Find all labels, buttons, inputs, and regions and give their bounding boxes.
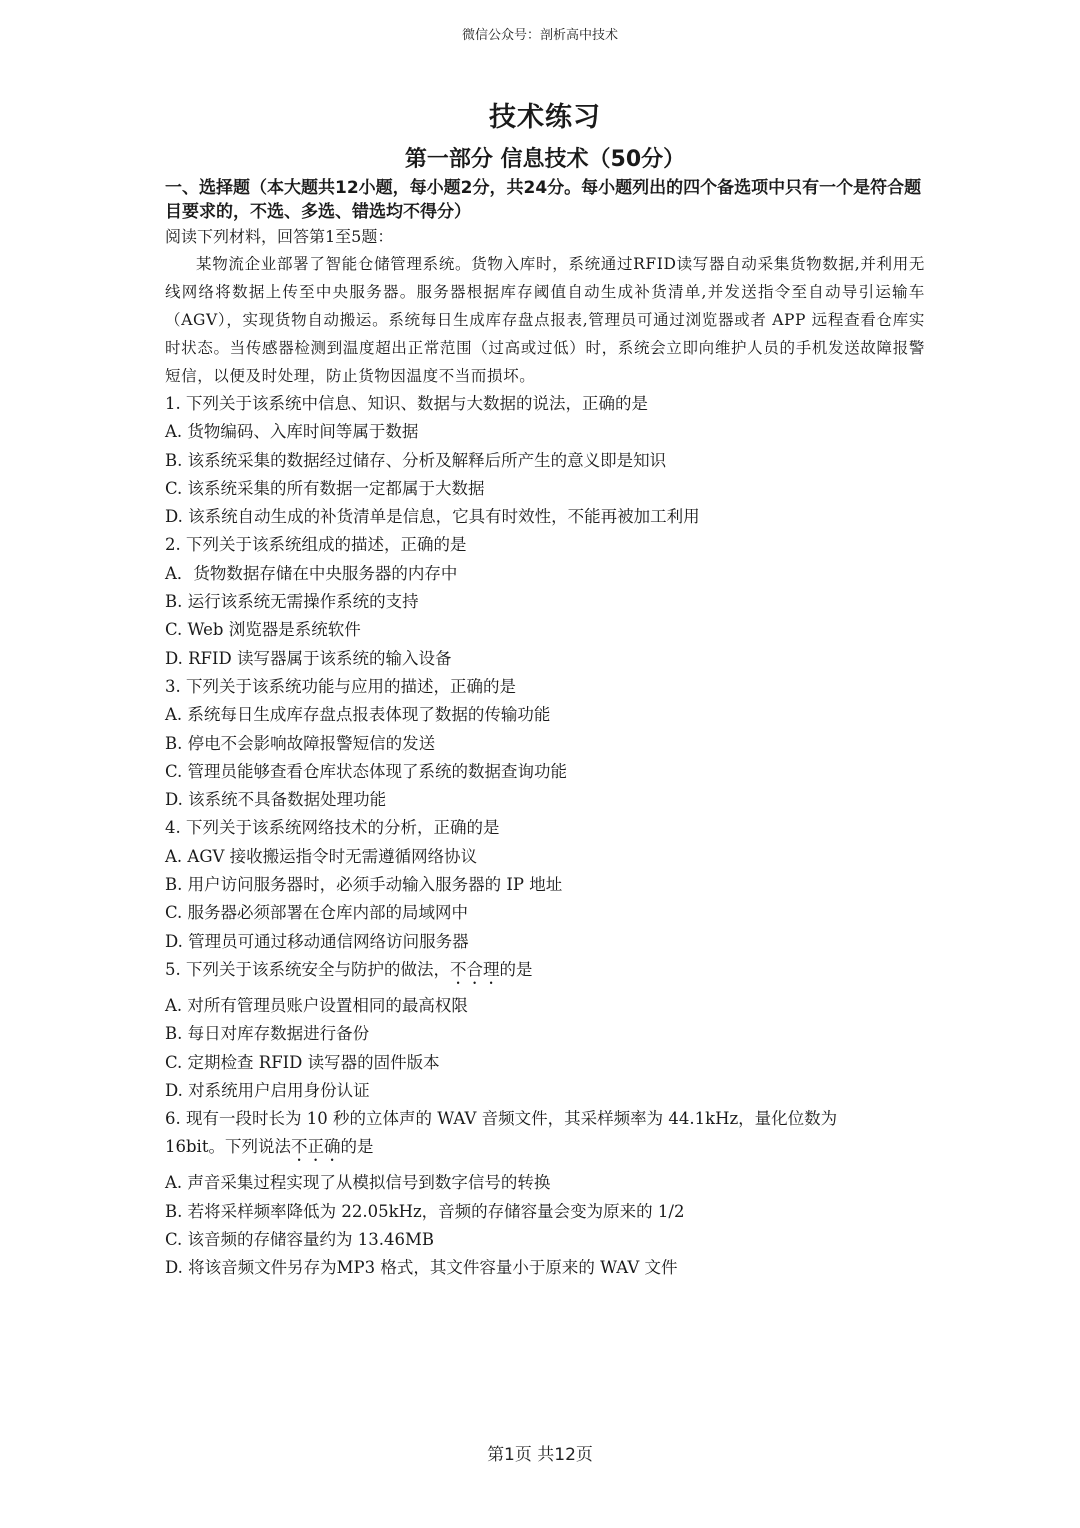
- question-stem-line2: [165, 1133, 925, 1165]
- option-d: D. 将该音频文件另存为MP3 格式，其文件容量小于原来的 WAV 文件: [165, 1258, 678, 1278]
- option-c: C. 定期检查 RFID 读写器的固件版本: [165, 1052, 440, 1072]
- question-1: [165, 390, 925, 531]
- option-a: A. 声音采集过程实现了从模拟信号到数字信号的转换: [165, 1173, 551, 1193]
- question-stem: 3. 下列关于该系统功能与应用的描述，正确的是: [165, 676, 516, 696]
- option-a: A. 货物编码、入库时间等属于数据: [165, 422, 419, 442]
- stem-post: 的是: [340, 1137, 374, 1157]
- stem-post: 的是: [499, 959, 533, 979]
- question-stem: 4. 下列关于该系统网络技术的分析，正确的是: [165, 818, 500, 838]
- stem-emphasis: 不合理: [450, 959, 500, 979]
- question-6: [165, 1105, 925, 1282]
- question-stem: 2. 下列关于该系统组成的描述，正确的是: [165, 535, 467, 555]
- question-stem-line1: 6. 现有一段时长为 10 秒的立体声的 WAV 音频文件，其采样频率为 44.1kHz，量化位数为: [165, 1109, 838, 1129]
- option-b: B. 该系统采集的数据经过储存、分析及解释后所产生的意义即是知识: [165, 450, 667, 470]
- question-stem: [165, 956, 925, 988]
- page-number: 第1页 共12页: [487, 1445, 593, 1465]
- option-b: B. 运行该系统无需操作系统的支持: [165, 592, 419, 612]
- question-2: [165, 531, 925, 672]
- option-a: A. 系统每日生成库存盘点报表体现了数据的传输功能: [165, 705, 551, 725]
- section-heading: 一、选择题（本大题共12小题，每小题2分，共24分。每小题列出的四个备选项中只有一个是符合题目要求的，不选、多选、错选均不得分）: [165, 178, 922, 222]
- option-b: B. 若将采样频率降低为 22.05kHz，音频的存储容量会变为原来的 1/2: [165, 1201, 685, 1221]
- option-b: B. 用户访问服务器时，必须手动输入服务器的 IP 地址: [165, 875, 563, 895]
- passage-intro: 阅读下列材料，回答第1至5题：: [165, 227, 394, 246]
- option-c: C. Web 浏览器是系统软件: [165, 620, 361, 640]
- option-a: A. AGV 接收搬运指令时无需遵循网络协议: [165, 846, 478, 866]
- question-stem: 1. 下列关于该系统中信息、知识、数据与大数据的说法，正确的是: [165, 394, 648, 413]
- watermark: 微信公众号：剖析高中技术: [461, 28, 618, 43]
- option-d: D. 管理员可通过移动通信网络访问服务器: [165, 931, 469, 951]
- option-b: B. 停电不会影响故障报警短信的发送: [165, 733, 436, 753]
- option-c: C. 管理员能够查看仓库状态体现了系统的数据查询功能: [165, 761, 568, 781]
- part-title: 第一部分 信息技术（50分）: [404, 147, 686, 172]
- option-a: A. 对所有管理员账户设置相同的最高权限: [165, 995, 468, 1015]
- option-c: C. 该音频的存储容量约为 13.46MB: [165, 1230, 435, 1250]
- option-d: D. 该系统不具备数据处理功能: [165, 790, 387, 810]
- stem-emphasis: 不正确: [290, 1137, 341, 1157]
- option-d: D. RFID 读写器属于该系统的输入设备: [165, 648, 452, 668]
- passage-text: 某物流企业部署了智能仓储管理系统。货物入库时，系统通过RFID读写器自动采集货物数据,并利用无线网络将数据上传至中央服务器。服务器根据库存阈值自动生成补货清单,并发送指令至自动导引运输车（AGV），实现货物自动搬运。系统每日生成库存盘点报表,管理员可通过浏览器或者 APP 远程查看仓库实时状态。当传感器检测到温度超出正常范围（过高或过低）时，系统会立即向维护人员的手机发送故障报警短信，以便及时处理，防止货物因温度不当而损坏。: [165, 255, 925, 385]
- stem-pre: 16bit。下列说法: [165, 1137, 291, 1157]
- page-title: 技术练习: [489, 102, 601, 133]
- question-4: [165, 814, 925, 955]
- option-b: B. 每日对库存数据进行备份: [165, 1024, 370, 1044]
- option-d: D. 对系统用户启用身份认证: [165, 1080, 370, 1100]
- question-5: [165, 956, 925, 1105]
- document-body: [165, 98, 925, 1283]
- stem-pre: 5. 下列关于该系统安全与防护的做法，: [165, 959, 450, 979]
- option-d: D. 该系统自动生成的补货清单是信息，它具有时效性，不能再被加工利用: [165, 507, 700, 527]
- option-c: C. 该系统采集的所有数据一定都属于大数据: [165, 478, 485, 498]
- option-a: A．货物数据存储在中央服务器的内存中: [165, 563, 458, 583]
- option-c: C. 服务器必须部署在仓库内部的局域网中: [165, 903, 469, 923]
- question-3: [165, 673, 925, 814]
